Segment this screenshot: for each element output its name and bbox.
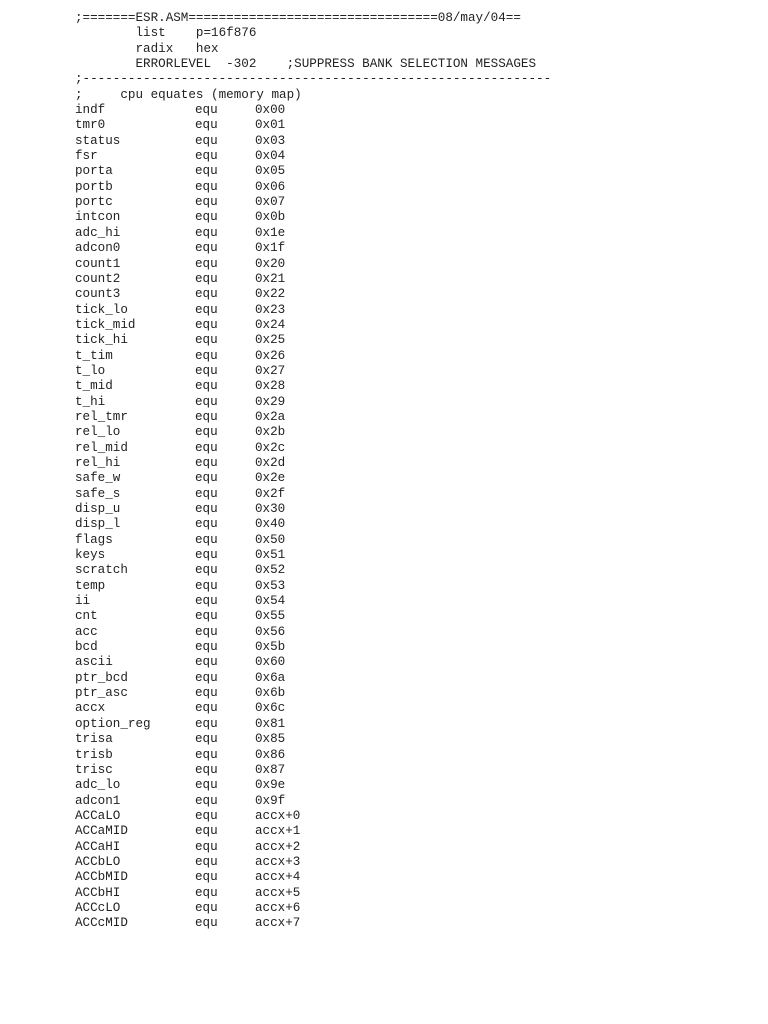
equate-value: 0x52: [255, 563, 286, 578]
equate-value: accx+0: [255, 808, 301, 823]
equate-value: 0x2b: [255, 425, 286, 440]
equate-name: rel_mid: [75, 440, 128, 455]
separator-line: ;--------------------------------------------------------------: [75, 72, 552, 87]
equate-name: adc_hi: [75, 225, 121, 240]
equate-name: ACCaLO: [75, 808, 121, 823]
equate-directive: equ: [195, 348, 218, 363]
equate-value: 0x85: [255, 732, 286, 747]
equate-row: [75, 257, 755, 272]
equate-row: [75, 502, 755, 517]
equate-directive: equ: [195, 379, 218, 394]
equate-value: 0x28: [255, 379, 286, 394]
equate-row: [75, 180, 755, 195]
equate-name: tick_lo: [75, 302, 128, 317]
errorlevel-directive: ERRORLEVEL -302 ;SUPPRESS BANK SELECTION MESSAGES: [75, 57, 537, 72]
equate-directive: equ: [195, 670, 218, 685]
equate-value: 0x07: [255, 195, 286, 210]
equate-row: [75, 732, 755, 747]
equate-name: intcon: [75, 210, 121, 225]
equate-directive: equ: [195, 594, 218, 609]
equate-row: [75, 916, 755, 931]
equate-name: safe_s: [75, 486, 121, 501]
equate-name: tick_hi: [75, 333, 128, 348]
equate-name: scratch: [75, 563, 128, 578]
equate-name: t_mid: [75, 379, 113, 394]
equate-directive: equ: [195, 762, 218, 777]
equate-name: ACCaMID: [75, 824, 128, 839]
equate-directive: equ: [195, 578, 218, 593]
equate-directive: equ: [195, 149, 218, 164]
equate-name: acc: [75, 624, 98, 639]
equate-row: [75, 349, 755, 364]
equate-row: [75, 471, 755, 486]
equate-directive: equ: [195, 471, 218, 486]
equate-directive: equ: [195, 179, 218, 194]
section-comment: ; cpu equates (memory map): [75, 87, 302, 102]
equate-directive: equ: [195, 839, 218, 854]
equate-directive: equ: [195, 701, 218, 716]
equate-value: 0x56: [255, 624, 286, 639]
equate-row: [75, 318, 755, 333]
equate-row: [75, 210, 755, 225]
equate-row: [75, 901, 755, 916]
equate-directive: equ: [195, 532, 218, 547]
equate-directive: equ: [195, 103, 218, 118]
equate-directive: equ: [195, 824, 218, 839]
equate-name: accx: [75, 701, 106, 716]
equate-row: [75, 870, 755, 885]
equate-name: portb: [75, 179, 113, 194]
equate-directive: equ: [195, 609, 218, 624]
equate-value: 0x00: [255, 103, 286, 118]
equate-value: 0x51: [255, 548, 286, 563]
equate-value: 0x26: [255, 348, 286, 363]
file-title-line: ;=======ESR.ASM=================================08/may/04==: [75, 11, 521, 25]
equate-name: option_reg: [75, 716, 151, 731]
equate-directive: equ: [195, 900, 218, 915]
equate-directive: equ: [195, 916, 218, 931]
equate-directive: equ: [195, 808, 218, 823]
equate-name: ptr_asc: [75, 686, 128, 701]
equate-row: [75, 533, 755, 548]
equate-directive: equ: [195, 317, 218, 332]
equate-value: 0x29: [255, 394, 286, 409]
equate-directive: equ: [195, 548, 218, 563]
equate-name: flags: [75, 532, 113, 547]
equate-directive: equ: [195, 409, 218, 424]
equate-row: [75, 195, 755, 210]
equate-row: [75, 517, 755, 532]
equate-directive: equ: [195, 394, 218, 409]
equate-row: [75, 333, 755, 348]
radix-directive: radix hex: [75, 41, 219, 56]
equate-row: [75, 671, 755, 686]
equate-name: rel_hi: [75, 455, 121, 470]
equate-directive: equ: [195, 502, 218, 516]
equate-row: [75, 594, 755, 609]
equate-name: cnt: [75, 609, 98, 624]
equate-directive: equ: [195, 885, 218, 900]
equate-value: 0x54: [255, 594, 286, 609]
equate-row: [75, 272, 755, 287]
equate-directive: equ: [195, 563, 218, 578]
equate-name: bcd: [75, 640, 98, 655]
equate-row: [75, 855, 755, 870]
list-directive: list p=16f876: [75, 26, 257, 41]
equate-directive: equ: [195, 870, 218, 885]
equate-row: [75, 809, 755, 824]
equate-row: [75, 655, 755, 670]
equate-name: fsr: [75, 149, 98, 164]
equate-directive: equ: [195, 225, 218, 240]
equate-value: 0x2f: [255, 486, 286, 501]
equate-value: 0x27: [255, 363, 286, 378]
equate-value: 0x05: [255, 164, 286, 179]
equate-row: [75, 134, 755, 149]
equate-directive: equ: [195, 256, 218, 271]
equate-row: [75, 303, 755, 318]
equate-row: [75, 441, 755, 456]
equate-value: 0x24: [255, 317, 286, 332]
equate-name: tmr0: [75, 118, 106, 133]
equate-row: [75, 840, 755, 855]
equate-row: [75, 763, 755, 778]
equate-value: 0x30: [255, 502, 286, 516]
equate-row: [75, 226, 755, 241]
equate-value: 0x22: [255, 287, 286, 302]
equate-row: [75, 395, 755, 410]
equate-row: [75, 364, 755, 379]
equate-row: [75, 103, 755, 118]
equate-row: [75, 164, 755, 179]
equate-row: [75, 487, 755, 502]
equate-name: disp_l: [75, 517, 121, 532]
equate-row: [75, 241, 755, 256]
equate-name: count2: [75, 271, 121, 286]
equate-value: 0x2c: [255, 440, 286, 455]
equate-value: 0x0b: [255, 210, 286, 225]
equate-value: 0x06: [255, 179, 286, 194]
equate-name: safe_w: [75, 471, 121, 486]
equate-name: indf: [75, 103, 106, 118]
equate-name: porta: [75, 164, 113, 179]
equate-value: accx+5: [255, 885, 301, 900]
equate-directive: equ: [195, 732, 218, 747]
equate-directive: equ: [195, 271, 218, 286]
equate-name: ACCaHI: [75, 839, 121, 854]
equate-row: [75, 425, 755, 440]
equate-directive: equ: [195, 778, 218, 793]
equate-row: [75, 625, 755, 640]
equate-directive: equ: [195, 854, 218, 869]
equate-value: 0x20: [255, 256, 286, 271]
equate-name: portc: [75, 195, 113, 210]
equate-value: 0x04: [255, 149, 286, 164]
equate-value: 0x50: [255, 532, 286, 547]
equate-value: 0x55: [255, 609, 286, 624]
equate-name: disp_u: [75, 502, 121, 516]
equate-name: count3: [75, 287, 121, 302]
equate-row: [75, 640, 755, 655]
equate-row: [75, 717, 755, 732]
equates-list: [75, 103, 755, 932]
equate-name: status: [75, 133, 121, 148]
equate-value: 0x23: [255, 302, 286, 317]
equate-row: [75, 794, 755, 809]
equate-directive: equ: [195, 517, 218, 532]
equate-name: ascii: [75, 655, 113, 670]
equate-value: accx+3: [255, 854, 301, 869]
equate-name: temp: [75, 578, 106, 593]
equate-name: t_tim: [75, 348, 113, 363]
equate-directive: equ: [195, 164, 218, 179]
equate-row: [75, 563, 755, 578]
equate-row: [75, 609, 755, 624]
equate-row: [75, 149, 755, 164]
equate-value: 0x60: [255, 655, 286, 670]
equate-name: trisa: [75, 732, 113, 747]
equate-value: 0x2d: [255, 455, 286, 470]
equate-directive: equ: [195, 486, 218, 501]
equate-row: [75, 701, 755, 716]
equate-value: accx+4: [255, 870, 301, 885]
equate-name: adcon1: [75, 793, 121, 808]
equate-name: adc_lo: [75, 778, 121, 793]
equate-value: accx+7: [255, 916, 301, 931]
equate-directive: equ: [195, 241, 218, 256]
equate-value: 0x5b: [255, 640, 286, 655]
equate-name: rel_tmr: [75, 409, 128, 424]
equate-name: ACCbLO: [75, 854, 121, 869]
equate-name: ACCcLO: [75, 900, 121, 915]
equate-directive: equ: [195, 686, 218, 701]
equate-value: accx+1: [255, 824, 301, 839]
equate-row: [75, 118, 755, 133]
equate-row: [75, 379, 755, 394]
equate-directive: equ: [195, 640, 218, 655]
equate-value: accx+6: [255, 900, 301, 915]
equate-value: 0x01: [255, 118, 286, 133]
equate-value: 0x86: [255, 747, 286, 762]
equate-name: ACCcMID: [75, 916, 128, 931]
equate-directive: equ: [195, 440, 218, 455]
equate-directive: equ: [195, 210, 218, 225]
equate-directive: equ: [195, 793, 218, 808]
equate-value: 0x6a: [255, 670, 286, 685]
equate-directive: equ: [195, 655, 218, 670]
equate-directive: equ: [195, 747, 218, 762]
equate-name: trisc: [75, 762, 113, 777]
equate-value: 0x87: [255, 762, 286, 777]
equate-row: [75, 456, 755, 471]
equate-name: ii: [75, 594, 91, 609]
equate-name: ACCbHI: [75, 885, 121, 900]
equate-name: tick_mid: [75, 317, 136, 332]
equate-name: rel_lo: [75, 425, 121, 440]
equate-directive: equ: [195, 624, 218, 639]
equate-value: 0x1f: [255, 241, 286, 256]
equate-value: accx+2: [255, 839, 301, 854]
equate-row: [75, 824, 755, 839]
equate-value: 0x2e: [255, 471, 286, 486]
equate-directive: equ: [195, 333, 218, 348]
equate-name: count1: [75, 256, 121, 271]
equate-value: 0x40: [255, 517, 286, 532]
equate-value: 0x21: [255, 271, 286, 286]
equate-row: [75, 410, 755, 425]
equate-row: [75, 748, 755, 763]
equate-value: 0x9e: [255, 778, 286, 793]
equate-value: 0x81: [255, 716, 286, 731]
equate-value: 0x6c: [255, 701, 286, 716]
equate-directive: equ: [195, 287, 218, 302]
equate-directive: equ: [195, 363, 218, 378]
equate-row: [75, 778, 755, 793]
source-listing: [75, 11, 755, 932]
equate-directive: equ: [195, 118, 218, 133]
equate-directive: equ: [195, 455, 218, 470]
equate-directive: equ: [195, 716, 218, 731]
equate-value: 0x03: [255, 133, 286, 148]
equate-value: 0x6b: [255, 686, 286, 701]
equate-row: [75, 886, 755, 901]
equate-name: adcon0: [75, 241, 121, 256]
equate-directive: equ: [195, 133, 218, 148]
equate-name: t_lo: [75, 363, 106, 378]
equate-value: 0x53: [255, 578, 286, 593]
equate-name: ACCbMID: [75, 870, 128, 885]
equate-name: t_hi: [75, 394, 106, 409]
equate-row: [75, 287, 755, 302]
equate-name: trisb: [75, 747, 113, 762]
equate-row: [75, 579, 755, 594]
equate-directive: equ: [195, 302, 218, 317]
equate-directive: equ: [195, 425, 218, 440]
equate-row: [75, 548, 755, 563]
equate-name: keys: [75, 548, 106, 563]
equate-value: 0x9f: [255, 793, 286, 808]
equate-directive: equ: [195, 195, 218, 210]
equate-row: [75, 686, 755, 701]
equate-name: ptr_bcd: [75, 670, 128, 685]
equate-value: 0x25: [255, 333, 286, 348]
equate-value: 0x1e: [255, 225, 286, 240]
equate-value: 0x2a: [255, 409, 286, 424]
